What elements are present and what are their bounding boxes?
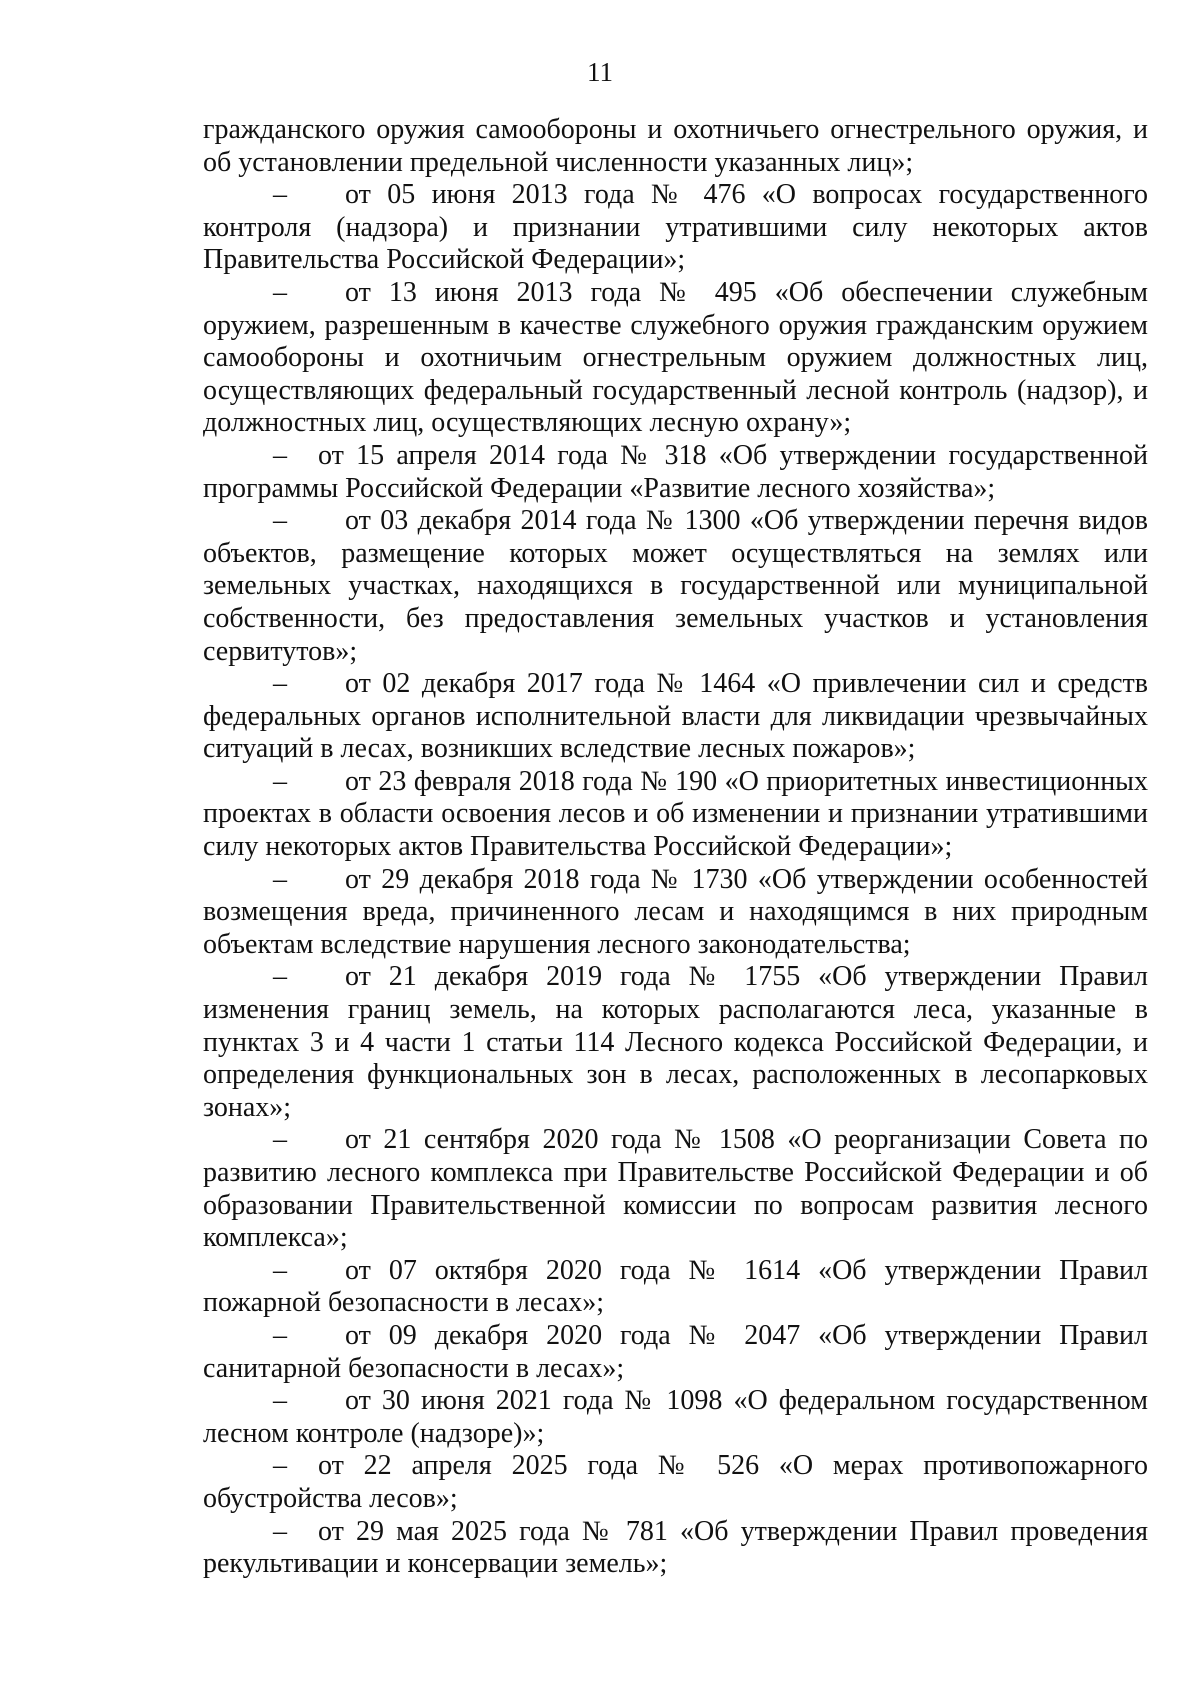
- list-item: [203, 505, 1148, 668]
- list-item: [203, 1516, 1148, 1581]
- list-dash: –: [273, 1124, 287, 1156]
- list-dash: –: [273, 276, 287, 308]
- list-item: [203, 440, 1148, 505]
- list-dash: –: [273, 179, 287, 211]
- list-item-text: от 02 декабря 2017 года № 1464 «О привлечении сил и средств федеральных органов исполнительной власти для ликвидации чрезвычайных ситуаций в лесах, возникших вследствие лесных пожаров»;: [203, 668, 1148, 765]
- list-dash: –: [273, 863, 287, 895]
- list-item-text: от 13 июня 2013 года № 495 «Об обеспечении служебным оружием, разрешенным в качестве служебного оружия гражданским оружием самообороны и охотничьим огнестрельным оружием должностных лиц, осуществляющих федеральный государственный лесной контроль (надзор), и должностных лиц, осуществляющих лесную охрану»;: [203, 276, 1148, 439]
- list-dash: –: [273, 668, 287, 700]
- list-item-text: от 29 декабря 2018 года № 1730 «Об утверждении особенностей возмещения вреда, причиненного лесам и находящимся в них природным объектам вследствие нарушения лесного законодательства;: [203, 863, 1148, 960]
- continuation-paragraph: гражданского оружия самообороны и охотничьего огнестрельного оружия, и об установлении предельной численности указанных лиц»;: [203, 114, 1148, 178]
- list-dash: –: [273, 961, 287, 993]
- list-item-text: от 23 февраля 2018 года № 190 «О приоритетных инвестиционных проектах в области освоения лесов и об изменении и признании утратившими силу некоторых актов Правительства Российской Федерации»;: [203, 765, 1148, 863]
- list-item: [203, 1385, 1148, 1450]
- page-number: 11: [587, 57, 613, 87]
- list-item: [203, 1320, 1148, 1385]
- list-dash: –: [273, 765, 287, 797]
- list-item: [203, 1450, 1148, 1515]
- list-dash: –: [273, 1450, 287, 1482]
- list-dash: –: [273, 1319, 287, 1351]
- list-item-text: от 05 июня 2013 года № 476 «О вопросах государственного контроля (надзора) и признании утратившими силу некоторых актов Правительства Российской Федерации»;: [203, 179, 1148, 276]
- list-item: [203, 179, 1148, 277]
- list-item-text: от 21 сентября 2020 года № 1508 «О реорганизации Совета по развитию лесного комплекса при Правительстве Российской Федерации и об образовании Правительственной комиссии по вопросам развития лесного комплекса»;: [203, 1124, 1148, 1254]
- list-dash: –: [273, 1254, 287, 1286]
- list-item: [203, 766, 1148, 864]
- list-dash: –: [273, 439, 287, 471]
- list-item: [203, 1124, 1148, 1254]
- list-item: [203, 277, 1148, 440]
- list-item-text: от 22 апреля 2025 года № 526 «О мерах противопожарного обустройства лесов»;: [203, 1450, 1148, 1514]
- list-item-text: от 15 апреля 2014 года № 318 «Об утверждении государственной программы Российской Федерации «Развитие лесного хозяйства»;: [203, 439, 1148, 504]
- list-item-text: от 21 декабря 2019 года № 1755 «Об утверждении Правил изменения границ земель, на которых располагаются леса, указанные в пунктах 3 и 4 части 1 статьи 114 Лесного кодекса Российской Федерации, и определения функциональных зон в лесах, расположенных в лесопарковых зонах»;: [203, 961, 1148, 1123]
- list-dash: –: [273, 505, 287, 537]
- list-dash: –: [273, 1385, 287, 1417]
- list-item-text: от 03 декабря 2014 года № 1300 «Об утверждении перечня видов объектов, размещение которых может осуществляться на землях или земельных участках, находящихся в государственной или муниципальной собственности, без предоставления земельных участков и установления сервитутов»;: [203, 505, 1148, 667]
- list-item: [203, 668, 1148, 766]
- list-item: [203, 961, 1148, 1124]
- list-item-text: от 30 июня 2021 года № 1098 «О федеральном государственном лесном контроле (надзоре)»;: [203, 1385, 1148, 1449]
- list-item: [203, 1255, 1148, 1320]
- list-item: [203, 864, 1148, 962]
- list-item-text: от 09 декабря 2020 года № 2047 «Об утверждении Правил санитарной безопасности в лесах»;: [203, 1319, 1148, 1384]
- list-item-text: от 29 мая 2025 года № 781 «Об утверждении Правил проведения рекультивации и консервации земель»;: [203, 1515, 1148, 1580]
- document-body: [203, 114, 1148, 1581]
- list-item-text: от 07 октября 2020 года № 1614 «Об утверждении Правил пожарной безопасности в лесах»;: [203, 1254, 1148, 1319]
- list-dash: –: [273, 1515, 287, 1547]
